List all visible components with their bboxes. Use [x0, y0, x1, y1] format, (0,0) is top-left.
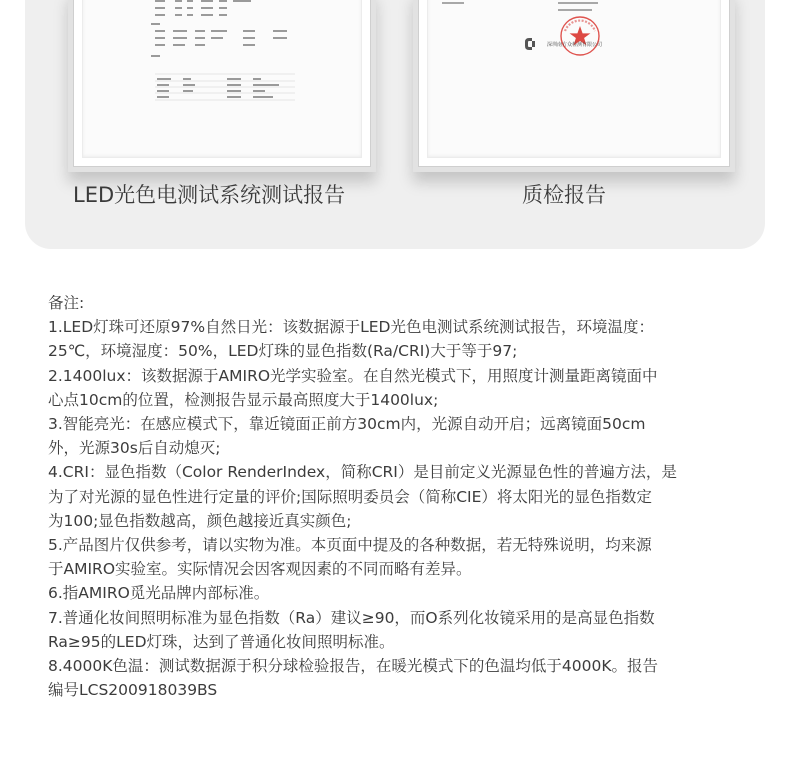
seal-company-name: 深圳南方众检测有限公司	[547, 42, 603, 48]
quality-report-caption: 质检报告	[522, 183, 606, 207]
notes-title: 备注:	[48, 294, 85, 312]
note-line: 25℃，环境湿度：50%，LED灯珠的显色指数(Ra/CRI)大于等于97;	[48, 342, 518, 361]
note-line: 为100;显色指数越高，颜色越接近真实颜色;	[48, 511, 352, 530]
note-line: 6.指AMIRO觅光品牌内部标准。	[48, 584, 270, 603]
note-line: 外，光源30s后自动熄灭;	[48, 439, 221, 458]
note-line: 心点10cm的位置，检测报告显示最高照度大于1400lux;	[48, 390, 439, 409]
note-line: 5.产品图片仅供参考，请以实物为准。本页面中提及的各种数据，若无特殊说明，均来源	[48, 536, 652, 555]
quality-report-paper	[427, 0, 721, 158]
note-line: 8.4000K色温：测试数据源于积分球检验报告，在暖光模式下的色温均低于4000K。报告	[48, 657, 659, 676]
quality-report-frame	[413, 0, 735, 172]
note-line: 2.1400lux：该数据源于AMIRO光学实验室。在自然光模式下，用照度计测量距离镜面中	[48, 366, 658, 385]
note-line: 1.LED灯珠可还原97%自然日光：该数据源于LED光色电测试系统测试报告，环境温度：	[48, 318, 654, 337]
note-line: 3.智能亮光：在感应模式下，靠近镜面正前方30cm内，光源自动开启；远离镜面50cm	[48, 415, 646, 434]
company-seal-icon	[561, 17, 599, 55]
note-line: 编号LCS200918039BS	[48, 681, 218, 700]
notes-section	[48, 291, 768, 702]
note-line: Ra≥95的LED灯珠，达到了普通化妆间照明标准。	[48, 632, 395, 651]
note-line: 7.普通化妆间照明标准为显色指数（Ra）建议≥90，而O系列化妆镜采用的是高显色指数	[48, 608, 655, 627]
led-test-report-paper	[82, 0, 362, 158]
quality-report-document-image	[428, 0, 720, 158]
note-line: 4.CRI：显色指数（Color RenderIndex，简称CRI）是目前定义光源显色性的普遍方法，是	[48, 463, 677, 482]
note-line: 为了对光源的显色性进行定量的评价;国际照明委员会（简称CIE）将太阳光的显色指数定	[48, 487, 652, 506]
note-line: 于AMIRO实验室。实际情况会因客观因素的不同而略有差异。	[48, 560, 472, 579]
led-test-report-document-image	[83, 0, 361, 158]
certification-logo-icon	[525, 38, 535, 50]
led-test-report-caption: LED光色电测试系统测试报告	[73, 183, 346, 207]
led-test-report-frame	[68, 0, 376, 172]
